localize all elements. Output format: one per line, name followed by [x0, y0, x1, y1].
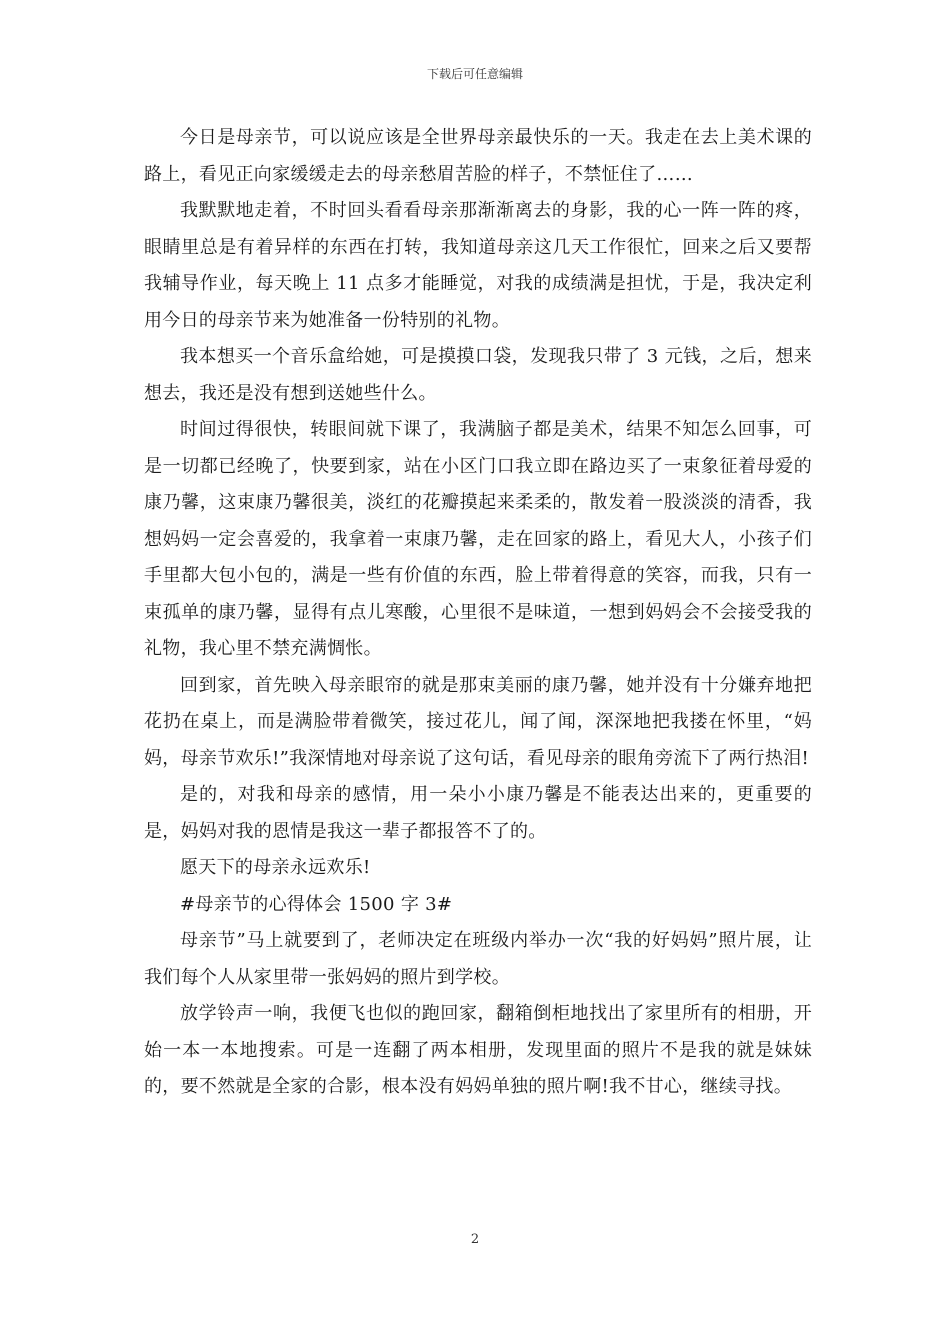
- page-header: 下载后可任意编辑: [426, 67, 523, 81]
- paragraph-1: 今日是母亲节，可以说应该是全世界母亲最快乐的一天。我走在去上美术课的路上，看见正向家缓缓走去的母亲愁眉苦脸的样子，不禁怔住了……: [144, 127, 812, 185]
- paragraph-9: 放学铃声一响，我便飞也似的跑回家，翻箱倒柜地找出了家里所有的相册，开始一本一本地搜索。可是一连翻了两本相册，发现里面的照片不是我的就是妹妹的，要不然就是全家的合影，根本没有妈妈单独的照片啊!我不甘心，继续寻找。: [144, 1003, 812, 1097]
- document-body: [144, 120, 812, 1106]
- paragraph-8: 母亲节”马上就要到了，老师决定在班级内举办一次“我的好妈妈”照片展，让我们每个人从家里带一张妈妈的照片到学校。: [144, 930, 812, 988]
- paragraph-2: 我默默地走着，不时回头看看母亲那渐渐离去的身影，我的心一阵一阵的疼，眼睛里总是有着异样的东西在打转，我知道母亲这几天工作很忙，回来之后又要帮我辅导作业，每天晚上 11 点多才能睡觉，对我的成绩满是担忧，于是，我决定利用今日的母亲节来为她准备一份特别的礼物。: [144, 200, 812, 331]
- paragraph-7: 愿天下的母亲永远欢乐!: [180, 857, 371, 878]
- paragraph-5: 回到家，首先映入母亲眼帘的就是那束美丽的康乃馨，她并没有十分嫌弃地把花扔在桌上，而是满脸带着微笑，接过花儿，闻了闻，深深地把我搂在怀里，“妈妈，母亲节欢乐!”我深情地对母亲说了这句话，看见母亲的眼角旁流下了两行热泪!: [144, 674, 812, 769]
- paragraph-4: 时间过得很快，转眼间就下课了，我满脑子都是美术，结果不知怎么回事，可是一切都已经晚了，快要到家，站在小区门口我立即在路边买了一束象征着母爱的康乃馨，这束康乃馨很美，淡红的花瓣摸起来柔柔的，散发着一股淡淡的清香，我想妈妈一定会喜爱的，我拿着一束康乃馨，走在回家的路上，看见大人，小孩子们手里都大包小包的，满是一些有价值的东西，脸上带着得意的笑容，而我，只有一束孤单的康乃馨，显得有点儿寒酸，心里很不是味道，一想到妈妈会不会接受我的礼物，我心里不禁充满惆怅。: [144, 419, 812, 659]
- paragraph-6: 是的，对我和母亲的感情，用一朵小小康乃馨是不能表达出来的，更重要的是，妈妈对我的恩情是我这一辈子都报答不了的。: [144, 784, 812, 842]
- section-heading: #母亲节的心得体会 1500 字 3#: [180, 893, 453, 915]
- paragraph-3: 我本想买一个音乐盒给她，可是摸摸口袋，发现我只带了 3 元钱，之后，想来想去，我还是没有想到送她些什么。: [144, 346, 812, 404]
- page-number: 2: [470, 1232, 480, 1247]
